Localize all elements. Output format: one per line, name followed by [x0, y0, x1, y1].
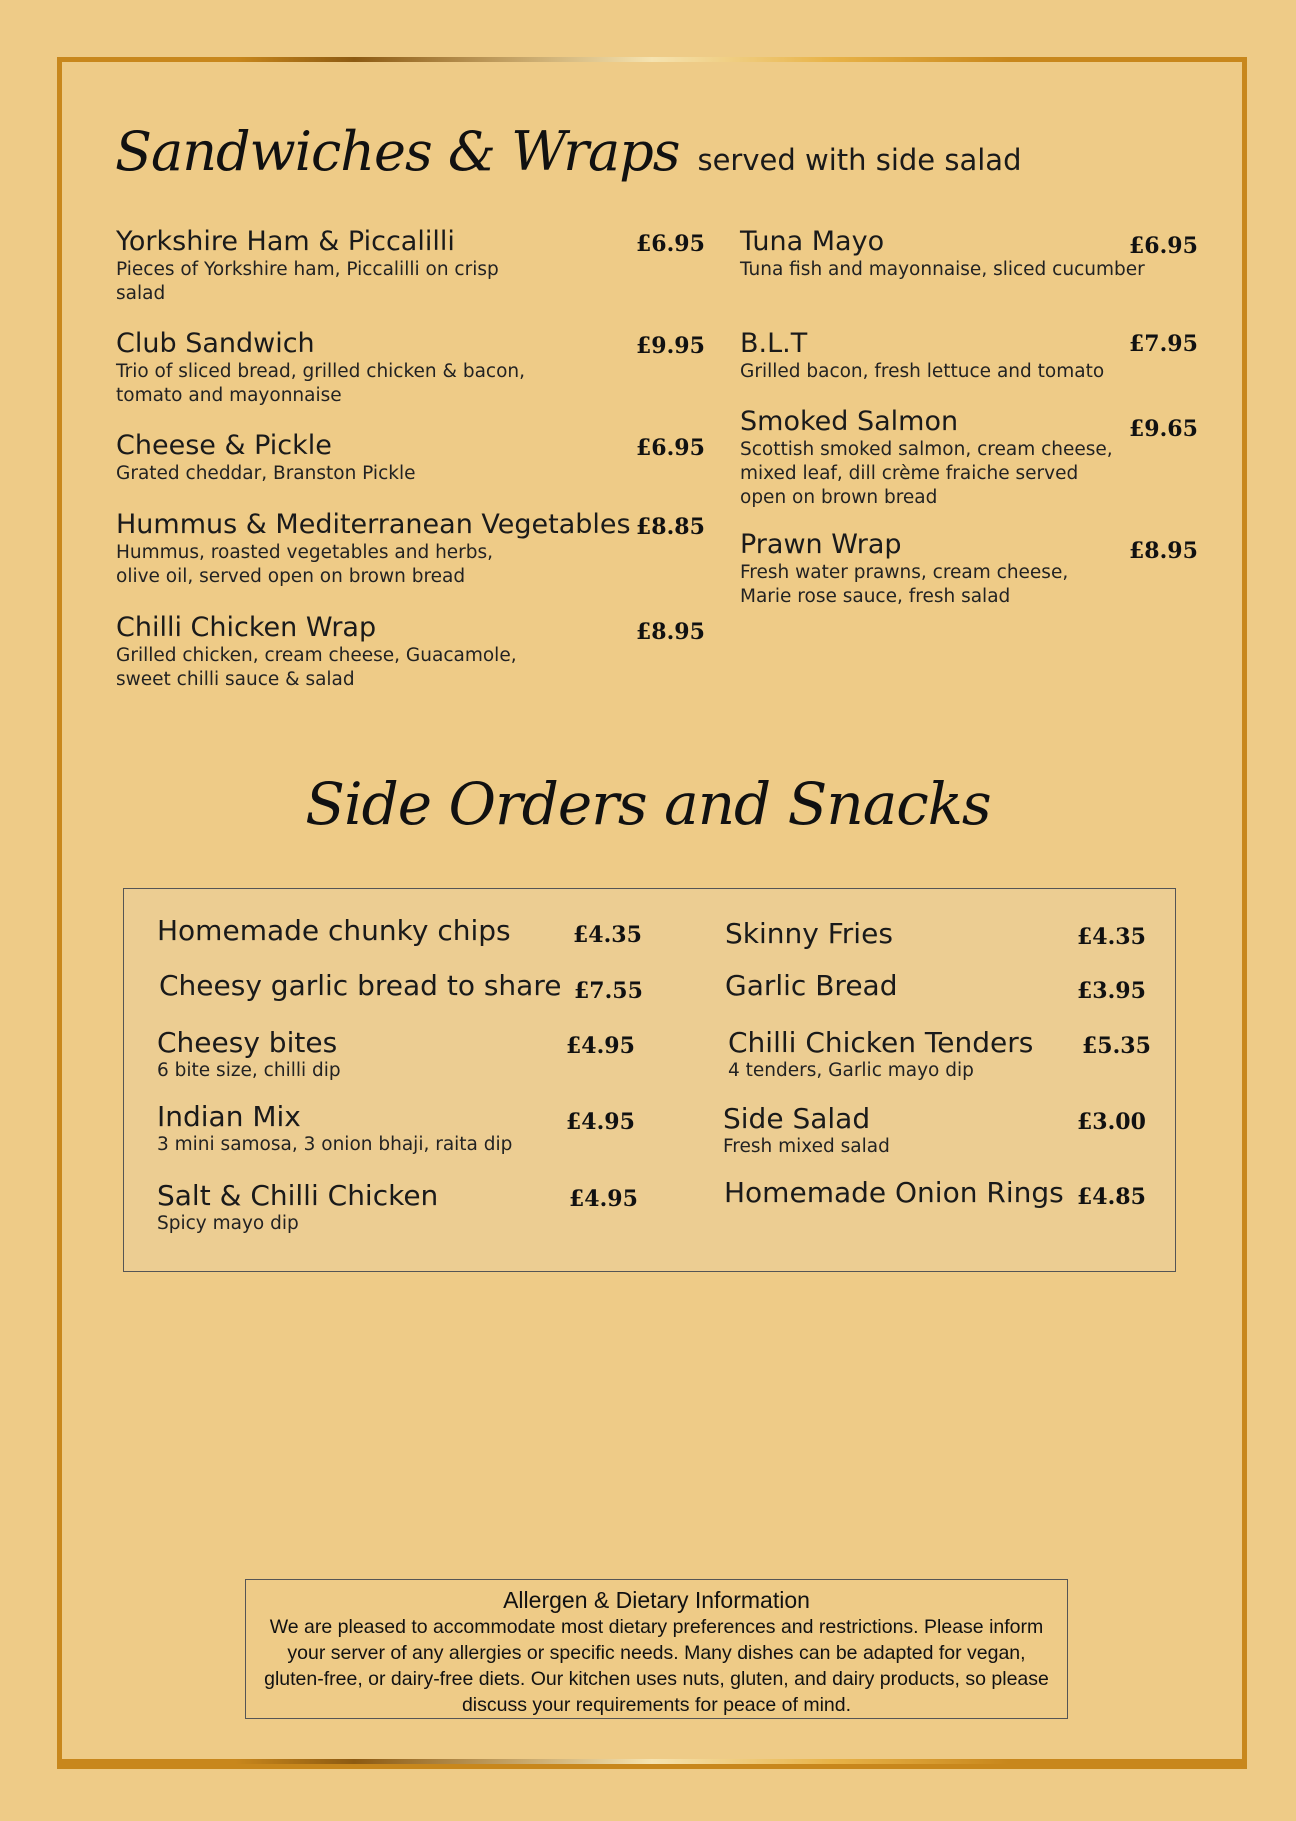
menu-item: [116, 226, 536, 306]
item-price: £9.95: [636, 333, 705, 359]
item-description: 3 mini samosa, 3 onion bhaji, raita dip: [157, 1134, 513, 1155]
item-name: Cheesy bites: [157, 1026, 338, 1059]
menu-item: [740, 406, 1120, 510]
item-description: 4 tenders, Garlic mayo dip: [728, 1060, 974, 1081]
item-description: Tuna fish and mayonnaise, sliced cucumber: [740, 259, 1145, 280]
item-name: Homemade chunky chips: [157, 914, 511, 947]
item-price: £4.35: [573, 922, 642, 948]
item-price: £3.00: [1077, 1109, 1146, 1135]
item-description: Scottish smoked salmon, cream cheese, mixed leaf, dill crème fraiche served open on brown bread: [740, 439, 1113, 508]
item-description: Spicy mayo dip: [157, 1213, 299, 1234]
allergen-info-box: [245, 1579, 1068, 1719]
item-price: £4.95: [566, 1109, 635, 1135]
menu-item: [740, 226, 1160, 282]
item-description: Fresh mixed salad: [723, 1136, 890, 1157]
item-description: Hummus, roasted vegetables and herbs, olive oil, served open on brown bread: [116, 542, 494, 587]
side-item: [159, 970, 561, 1002]
side-item: [725, 970, 897, 1002]
item-price: £7.55: [574, 978, 643, 1004]
item-name: Hummus & Mediterranean Vegetables: [116, 509, 631, 540]
menu-item: [116, 328, 536, 408]
side-item: [728, 1027, 1033, 1083]
item-name: Salt & Chilli Chicken: [157, 1179, 439, 1212]
item-name: Side Salad: [723, 1102, 871, 1135]
sides-title: Side Orders and Snacks: [305, 770, 991, 838]
item-name: Tuna Mayo: [740, 226, 885, 257]
item-name: Yorkshire Ham & Piccalilli: [116, 226, 455, 257]
gold-border-top: [57, 57, 1247, 62]
item-price: £4.95: [566, 1033, 635, 1059]
item-description: Trio of sliced bread, grilled chicken & bacon, tomato and mayonnaise: [116, 361, 526, 406]
item-name: Skinny Fries: [725, 917, 893, 950]
item-price: £8.95: [1129, 538, 1198, 564]
side-item: [724, 1177, 1064, 1209]
item-price: £4.85: [1077, 1184, 1146, 1210]
item-price: £7.95: [1129, 331, 1198, 357]
item-name: Chilli Chicken Tenders: [728, 1026, 1034, 1059]
sandwiches-title: Sandwiches & Wraps: [115, 120, 680, 183]
item-description: Grated cheddar, Branston Pickle: [116, 463, 416, 484]
sandwiches-heading: [115, 120, 1021, 183]
item-price: £6.95: [636, 435, 705, 461]
item-price: £3.95: [1077, 978, 1146, 1004]
item-price: £5.35: [1082, 1033, 1151, 1059]
item-description: 6 bite size, chilli dip: [157, 1060, 341, 1081]
sandwiches-subtitle: served with side salad: [697, 143, 1022, 177]
item-name: Chilli Chicken Wrap: [116, 612, 377, 643]
item-price: £8.95: [636, 619, 705, 645]
item-price: £4.95: [569, 1186, 638, 1212]
item-price: £9.65: [1129, 416, 1198, 442]
item-price: £6.95: [636, 231, 705, 257]
item-description: Grilled bacon, fresh lettuce and tomato: [740, 361, 1105, 382]
side-item: [157, 1101, 512, 1157]
menu-item: [116, 612, 536, 692]
sides-heading: [0, 770, 1296, 838]
side-item: [157, 1027, 341, 1083]
item-price: £8.85: [636, 514, 705, 540]
side-item: [157, 915, 511, 947]
menu-item: [740, 529, 1120, 609]
item-description: Fresh water prawns, cream cheese, Marie rose sauce, fresh salad: [740, 562, 1069, 607]
item-name: Club Sandwich: [116, 328, 315, 359]
item-name: Garlic Bread: [725, 969, 898, 1002]
item-name: B.L.T: [740, 328, 808, 359]
item-name: Smoked Salmon: [740, 406, 959, 437]
item-description: Grilled chicken, cream cheese, Guacamole, sweet chilli sauce & salad: [116, 645, 517, 690]
menu-item: [116, 430, 536, 486]
item-name: Homemade Onion Rings: [724, 1176, 1064, 1209]
item-name: Indian Mix: [157, 1100, 301, 1133]
allergen-title: Allergen & Dietary Information: [503, 1587, 810, 1613]
menu-item: [740, 328, 1140, 384]
item-description: Pieces of Yorkshire ham, Piccalilli on crisp salad: [116, 259, 499, 304]
item-price: £6.95: [1129, 233, 1198, 259]
side-item: [723, 1103, 890, 1159]
side-item: [725, 918, 893, 950]
item-name: Cheesy garlic bread to share: [159, 969, 562, 1002]
gold-border-bottom: [57, 1759, 1247, 1764]
side-item: [157, 1180, 438, 1236]
allergen-body: We are pleased to accommodate most dietary preferences and restrictions. Please inform your server of any allergies or specific needs. Many dishes can be adapted for vegan, gluten-free, or dairy-free diets. Our kitchen uses nuts, gluten, and dairy products, so please discuss your requirements for peace of mind.: [264, 1616, 1049, 1716]
item-name: Prawn Wrap: [740, 529, 902, 560]
menu-item: [116, 509, 631, 589]
item-name: Cheese & Pickle: [116, 430, 332, 461]
item-price: £4.35: [1077, 924, 1146, 950]
